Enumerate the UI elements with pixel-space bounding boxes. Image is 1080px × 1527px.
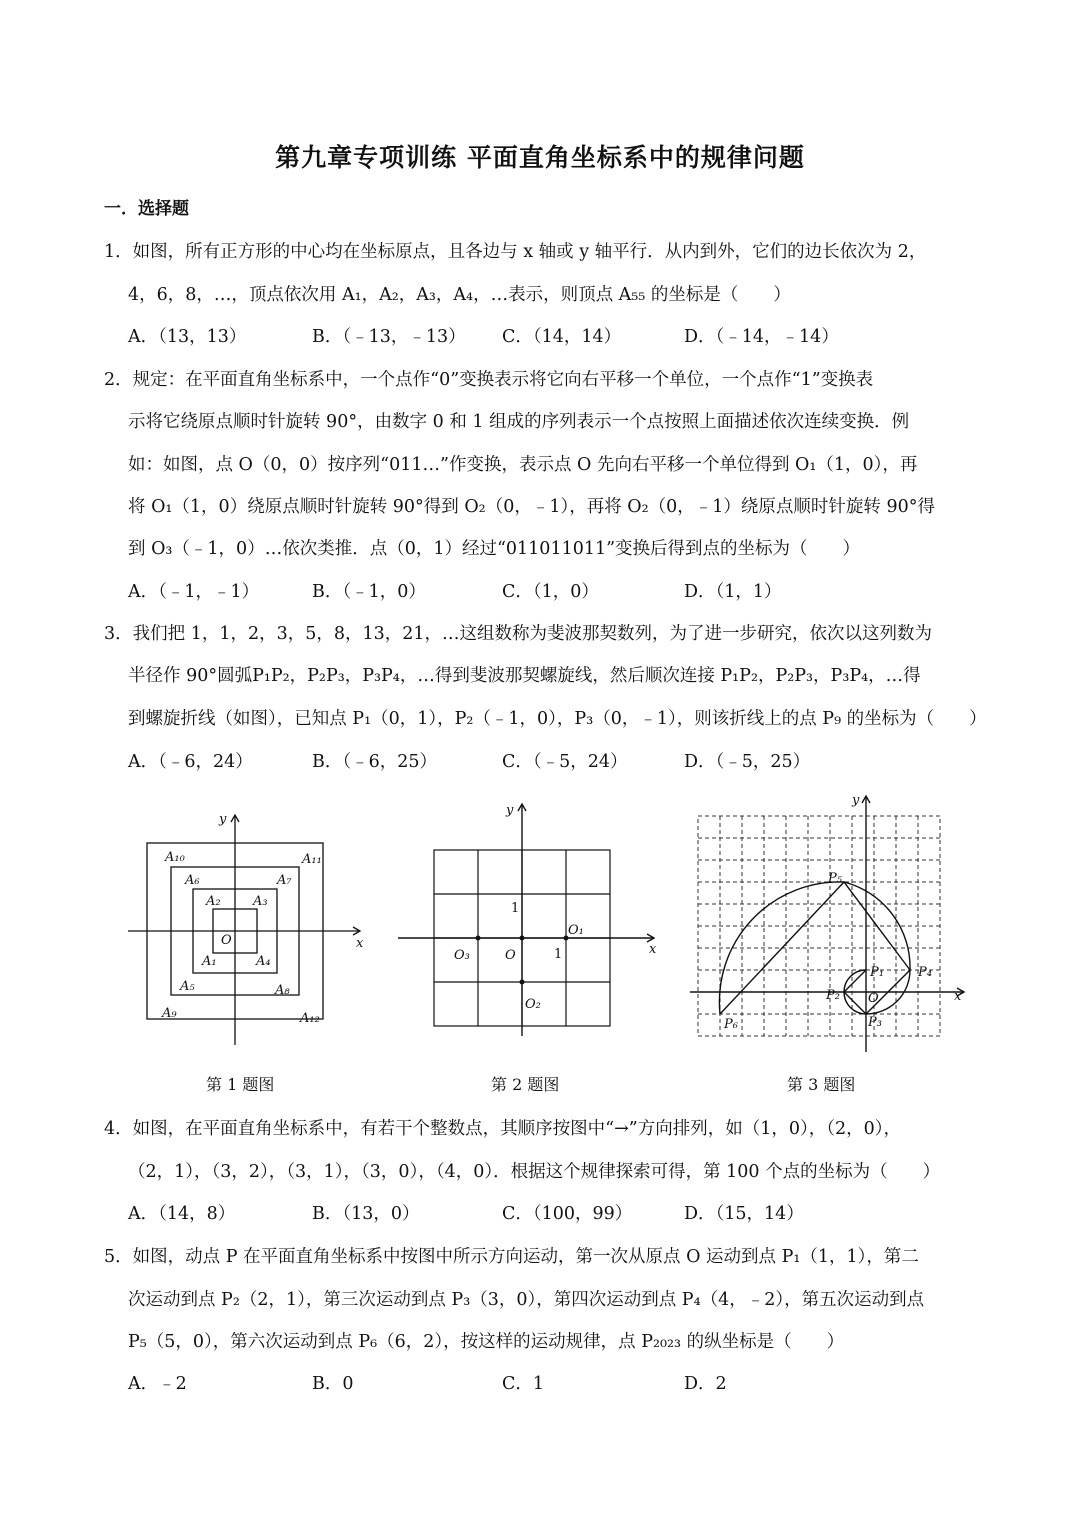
fig3-label-o: O	[868, 991, 879, 1006]
q1-option-d: D．（﹣14，﹣14）	[684, 327, 839, 347]
fig3-label-p1: P₁	[870, 965, 884, 980]
fig3-label-x: x	[954, 989, 962, 1004]
q3-line1: 3．我们把 1，1，2，3，5，8，13，21，…这组数称为斐波那契数列，为了进一步研究，依次以这列数为	[104, 624, 933, 644]
section-heading: 一．选择题	[104, 199, 189, 219]
fig2-label-one-x: 1	[554, 947, 563, 962]
fig2-point-o3	[476, 936, 481, 941]
fig2-label-o: O	[505, 948, 516, 963]
fig1-label-a9: A₉	[162, 1006, 177, 1021]
fig3-label-p6: P₆	[724, 1017, 738, 1032]
fig2-label-o3: O₃	[454, 948, 470, 963]
q4-option-c: C．（100，99）	[502, 1204, 633, 1224]
figure-2-caption: 第 2 题图	[491, 1075, 560, 1094]
fig1-label-y: y	[219, 812, 227, 827]
fig1-label-a7: A₇	[277, 873, 292, 888]
q5-line3: P₅（5，0），第六次运动到点 P₆（6，2），按这样的运动规律，点 P₂₀₂₃ 的纵坐标是（ ）	[128, 1332, 845, 1352]
q5-option-a: A．﹣2	[128, 1374, 187, 1394]
fig1-label-x: x	[356, 936, 364, 951]
q3-option-d: D．（﹣5，25）	[684, 752, 811, 772]
fig1-label-a10: A₁₀	[165, 850, 185, 865]
fig1-label-a8: A₈	[275, 983, 290, 998]
q3-line3: 到螺旋折线（如图），已知点 P₁（0，1），P₂（﹣1，0），P₃（0，﹣1），则该折线上的点 P₉ 的坐标为（ ）	[128, 709, 987, 729]
q2-option-b: B．（﹣1，0）	[312, 582, 426, 602]
fig1-label-o: O	[221, 933, 232, 948]
q3-line2: 半径作 90°圆弧P₁P₂，P₂P₃，P₃P₄，…得到斐波那契螺旋线，然后顺次连接 P₁P₂，P₂P₃，P₃P₄，…得	[128, 666, 921, 686]
fig1-label-a6: A₆	[185, 873, 200, 888]
fig2-label-o2: O₂	[525, 997, 541, 1012]
q3-option-b: B．（﹣6，25）	[312, 752, 438, 772]
fig2-point-o2	[520, 980, 525, 985]
q5-line2: 次运动到点 P₂（2，1），第三次运动到点 P₃（3，0），第四次运动到点 P₄（4，﹣2），第五次运动到点	[128, 1290, 925, 1310]
figure-3-caption: 第 3 题图	[787, 1075, 856, 1094]
fig2-label-x: x	[649, 942, 657, 957]
q3-option-a: A．（﹣6，24）	[128, 752, 253, 772]
q4-option-d: D．（15，14）	[684, 1204, 804, 1224]
figure-1-caption: 第 1 题图	[206, 1075, 275, 1094]
q5-option-d: D．2	[684, 1374, 727, 1394]
q2-line1: 2．规定：在平面直角坐标系中，一个点作“0”变换表示将它向右平移一个单位，一个点作“1”变换表	[104, 370, 874, 390]
q5-line1: 5．如图，动点 P 在平面直角坐标系中按图中所示方向运动，第一次从原点 O 运动到点 P₁（1，1），第二	[104, 1247, 919, 1267]
q1-line2: 4，6，8，…，顶点依次用 A₁，A₂，A₃，A₄，…表示，则顶点 A₅₅ 的坐标是（ ）	[128, 285, 791, 305]
q1-option-c: C．（14，14）	[502, 327, 622, 347]
fig2-label-o1: O₁	[568, 923, 584, 938]
fig2-point-o	[520, 936, 525, 941]
fig1-label-a2: A₂	[206, 894, 221, 909]
fig3-label-p5: P₅	[828, 871, 842, 886]
q2-option-d: D．（1，1）	[684, 582, 782, 602]
figure-1-nested-squares	[120, 805, 370, 1055]
q3-option-c: C．（﹣5，24）	[502, 752, 628, 772]
q4-line2: （2，1），（3，2），（3，1），（3，0），（4，0）．根据这个规律探索可得，第 100 个点的坐标为（ ）	[128, 1162, 941, 1182]
fig1-label-a1: A₁	[202, 954, 217, 969]
fig2-label-y: y	[506, 803, 514, 818]
q2-line4: 将 O₁（1，0）绕原点顺时针旋转 90°得到 O₂（0，﹣1），再将 O₂（0，﹣1）绕原点顺时针旋转 90°得	[128, 497, 935, 517]
q2-line2: 示将它绕原点顺时针旋转 90°，由数字 0 和 1 组成的序列表示一个点按照上面描述依次连续变换．例	[128, 412, 910, 432]
page-title: 第九章专项训练 平面直角坐标系中的规律问题	[275, 143, 805, 172]
fig1-label-a5: A₅	[180, 979, 195, 994]
q2-option-a: A．（﹣1，﹣1）	[128, 582, 260, 602]
figure-3-spiral	[684, 790, 974, 1055]
fig3-label-p3: P₃	[868, 1015, 882, 1030]
fig3-label-y: y	[852, 793, 860, 808]
fig1-label-a3: A₃	[253, 894, 268, 909]
q5-option-b: B．0	[312, 1374, 354, 1394]
q4-option-a: A．（14，8）	[128, 1204, 236, 1224]
q1-option-a: A．（13，13）	[128, 327, 247, 347]
fig1-label-a11: A₁₁	[302, 852, 322, 867]
q1-line1: 1．如图，所有正方形的中心均在坐标原点，且各边与 x 轴或 y 轴平行．从内到外，它们的边长依次为 2，	[104, 242, 927, 262]
figure-2-grid	[392, 798, 664, 1043]
q4-line1: 4．如图，在平面直角坐标系中，有若干个整数点，其顺序按图中“→”方向排列，如（1，0），（2，0），	[104, 1119, 901, 1139]
q4-option-b: B．（13，0）	[312, 1204, 420, 1224]
fig3-label-p4: P₄	[918, 965, 932, 980]
fig1-label-a12: A₁₂	[300, 1011, 320, 1026]
q2-option-c: C．（1，0）	[502, 582, 599, 602]
fig1-label-a4: A₄	[256, 954, 271, 969]
q2-line3: 如：如图，点 O（0，0）按序列“011…”作变换，表示点 O 先向右平移一个单位得到 O₁（1，0），再	[128, 455, 918, 475]
fig3-label-p2: P₂	[826, 988, 840, 1003]
fig2-label-one-y: 1	[511, 901, 520, 916]
q1-option-b: B．（﹣13，﹣13）	[312, 327, 466, 347]
q5-option-c: C．1	[502, 1374, 545, 1394]
q2-line5: 到 O₃（﹣1，0）…依次类推．点（0，1）经过“011011011”变换后得到点的坐标为（ ）	[128, 539, 861, 559]
